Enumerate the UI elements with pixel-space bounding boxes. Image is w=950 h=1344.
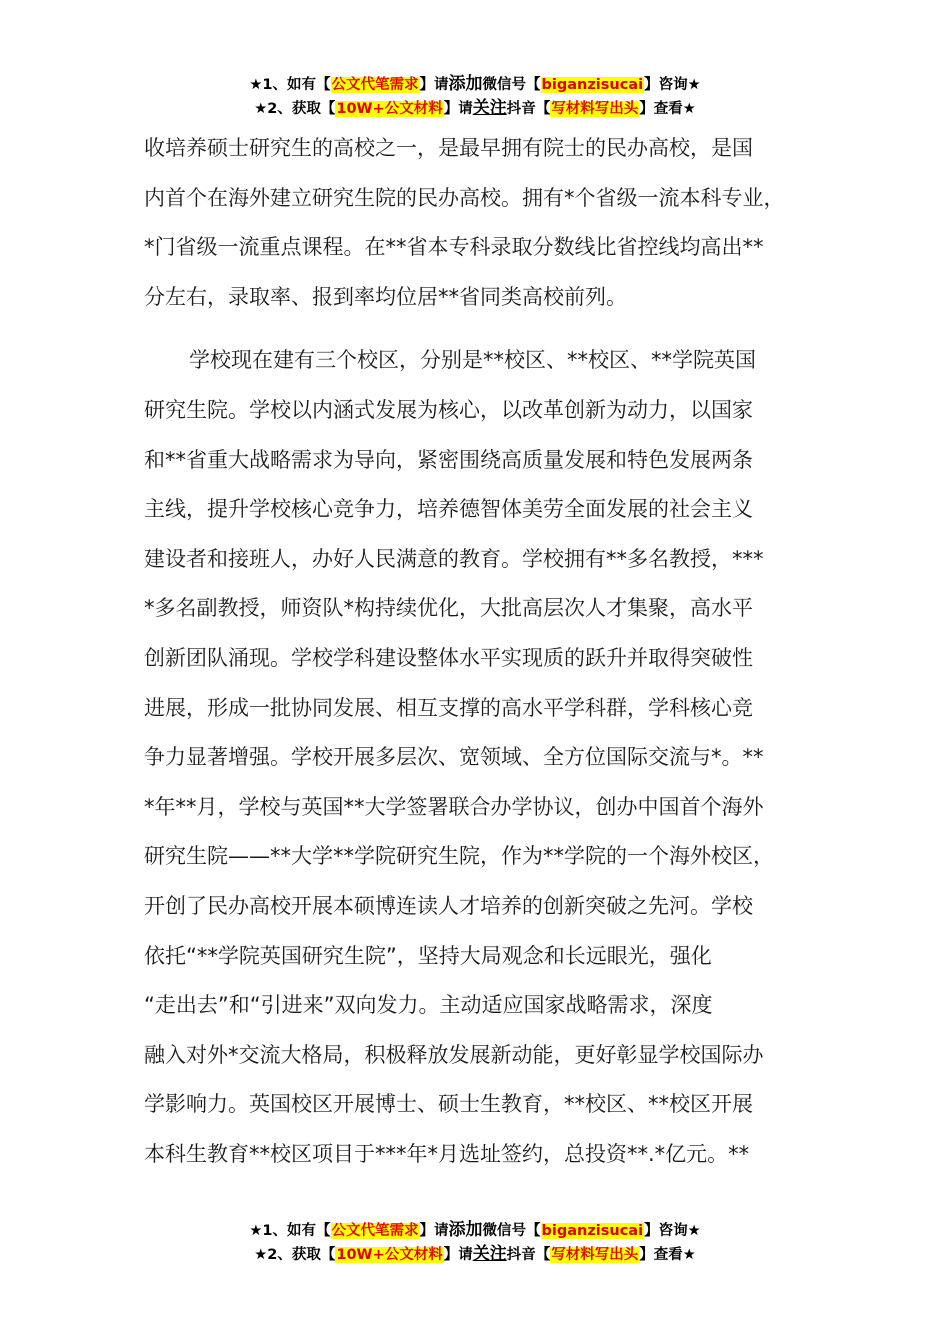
banner-emphasis: 添加 [448, 74, 483, 94]
banner-highlight: 公文代笔需求 [331, 1223, 419, 1239]
banner-line-2 [0, 1242, 950, 1266]
banner-line-1 [0, 72, 950, 96]
banner-emphasis: 关注 [472, 1244, 507, 1264]
document-body [144, 124, 824, 1179]
banner-text: 】请 [419, 1223, 449, 1239]
text-line: 开创了民办高校开展本硕博连读人才培养的创新突破之先河。学校 [144, 893, 753, 918]
paragraph-2 [144, 336, 824, 1179]
banner-line-1 [0, 1218, 950, 1242]
banner-text: ★1、如有【 [249, 77, 331, 93]
banner-highlight: 写材料写出头 [551, 1247, 639, 1263]
banner-text: 微信号【 [482, 1223, 541, 1239]
banner-line-2 [0, 96, 950, 120]
text-line: 进展，形成一批协同发展、相互支撑的高水平学科群，学科核心竞 [144, 695, 753, 720]
banner-text: 】请 [443, 101, 473, 117]
banner-text: ★1、如有【 [249, 1223, 331, 1239]
header-banner [0, 72, 950, 120]
text-line: 争力显著增强。学校开展多层次、宽领域、全方位国际交流与*。** [144, 745, 764, 770]
text-line: 内首个在海外建立研究生院的民办高校。拥有*个省级一流本科专业， [144, 185, 785, 210]
banner-text: 】查看★ [639, 1247, 696, 1263]
text-line: 和**省重大战略需求为导向，紧密围绕高质量发展和特色发展两条 [144, 447, 753, 472]
text-line: 分左右，录取率、报到率均位居**省同类高校前列。 [144, 284, 627, 309]
text-line: 主线，提升学校核心竞争力，培养德智体美劳全面发展的社会主义 [144, 497, 753, 522]
banner-highlight: 写材料写出头 [551, 101, 639, 117]
banner-text: 】咨询★ [644, 1223, 701, 1239]
text-line: 创新团队涌现。学校学科建设整体水平实现质的跃升并取得突破性 [144, 645, 753, 670]
banner-text: 微信号【 [482, 77, 541, 93]
banner-text: 】请 [419, 77, 449, 93]
banner-highlight: 10W+公文材料 [336, 101, 443, 117]
paragraph-1 [144, 124, 824, 322]
text-line: *多名副教授，师资队*构持续优化，大批高层次人才集聚，高水平 [144, 596, 753, 621]
footer-banner [0, 1218, 950, 1266]
banner-highlight: 10W+公文材料 [336, 1247, 443, 1263]
banner-text: 抖音【 [506, 1247, 551, 1263]
text-line: 建设者和接班人，办好人民满意的教育。学校拥有**多名教授，*** [144, 546, 764, 571]
text-line: 融入对外*交流大格局，积极释放发展新动能，更好彰显学校国际办 [144, 1042, 764, 1067]
banner-text: 】请 [443, 1247, 473, 1263]
text-line: *门省级一流重点课程。在**省本专科录取分数线比省控线均高出** [144, 235, 764, 260]
text-line: 研究生院。学校以内涵式发展为核心，以改革创新为动力，以国家 [144, 397, 753, 422]
banner-emphasis: 关注 [472, 98, 507, 118]
banner-text: ★2、获取【 [254, 101, 336, 117]
banner-highlight: biganzisucai [541, 77, 644, 93]
text-line: 本科生教育**校区项目于***年*月选址签约，总投资**.*亿元。** [144, 1141, 750, 1166]
banner-text: 】查看★ [639, 101, 696, 117]
text-line: 学影响力。英国校区开展博士、硕士生教育，**校区、**校区开展 [144, 1092, 753, 1117]
text-line: “走出去”和“引进来”双向发力。主动适应国家战略需求，深度 [144, 993, 713, 1018]
banner-text: 抖音【 [506, 101, 551, 117]
text-line: 学校现在建有三个校区，分别是**校区、**校区、**学院英国 [189, 348, 756, 373]
banner-text: 】咨询★ [644, 77, 701, 93]
text-line: 研究生院——**大学**学院研究生院，作为**学院的一个海外校区， [144, 844, 774, 869]
banner-highlight: biganzisucai [541, 1223, 644, 1239]
text-line: *年**月，学校与英国**大学签署联合办学协议，创办中国首个海外 [144, 794, 764, 819]
banner-text: ★2、获取【 [254, 1247, 336, 1263]
banner-emphasis: 添加 [448, 1220, 483, 1240]
text-line: 依托“**学院英国研究生院”，坚持大局观念和长远眼光，强化 [144, 943, 712, 968]
text-line: 收培养硕士研究生的高校之一，是最早拥有院士的民办高校，是国 [144, 136, 753, 160]
banner-highlight: 公文代笔需求 [331, 77, 419, 93]
